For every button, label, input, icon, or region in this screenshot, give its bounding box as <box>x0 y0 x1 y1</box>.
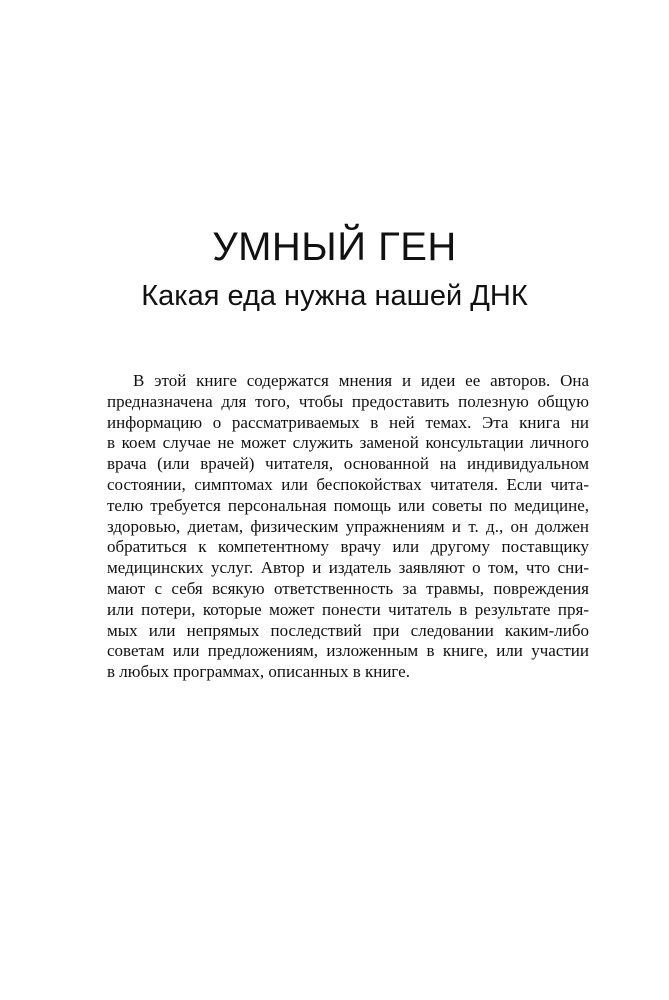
disclaimer-line: врача (или врачей) читателя, основанной на индивидуальном <box>107 454 589 474</box>
disclaimer-line: в любых программах, описанных в книге. <box>107 662 410 682</box>
disclaimer-line: информацию о рассматриваемых в ней темах. Эта книга ни <box>107 412 589 432</box>
disclaimer-line: или потери, которые может понести читатель в результате пря- <box>107 599 589 619</box>
disclaimer-line: обратиться к компетентному врачу или другому поставщику <box>107 537 589 557</box>
disclaimer-line: мых или непрямых последствий при следовании каким-либо <box>107 620 589 640</box>
book-title: УМНЫЙ ГЕН <box>212 225 457 269</box>
disclaimer-line: телю требуется персональная помощь или советы по медицине, <box>107 495 589 515</box>
disclaimer-line: в коем случае не может служить заменой консультации личного <box>107 433 589 453</box>
book-subtitle: Какая еда нужна нашей ДНК <box>141 280 528 312</box>
disclaimer-line: здоровью, диетам, физическим упражнениям и т. д., он должен <box>107 516 589 536</box>
disclaimer-line: советам или предложениям, изложенным в книге, или участии <box>107 641 589 661</box>
disclaimer-line: В этой книге содержатся мнения и идеи ее авторов. Она <box>133 371 589 390</box>
disclaimer-line: состоянии, симптомах или беспокойствах читателя. Если чита- <box>107 474 589 494</box>
disclaimer-line: медицинских услуг. Автор и издатель заявляют о том, что сни- <box>107 558 589 578</box>
disclaimer-line: мают с себя всякую ответственность за травмы, повреждения <box>107 578 589 598</box>
disclaimer-line: предназначена для того, чтобы предоставить полезную общую <box>107 391 589 411</box>
disclaimer-paragraph <box>107 371 589 683</box>
